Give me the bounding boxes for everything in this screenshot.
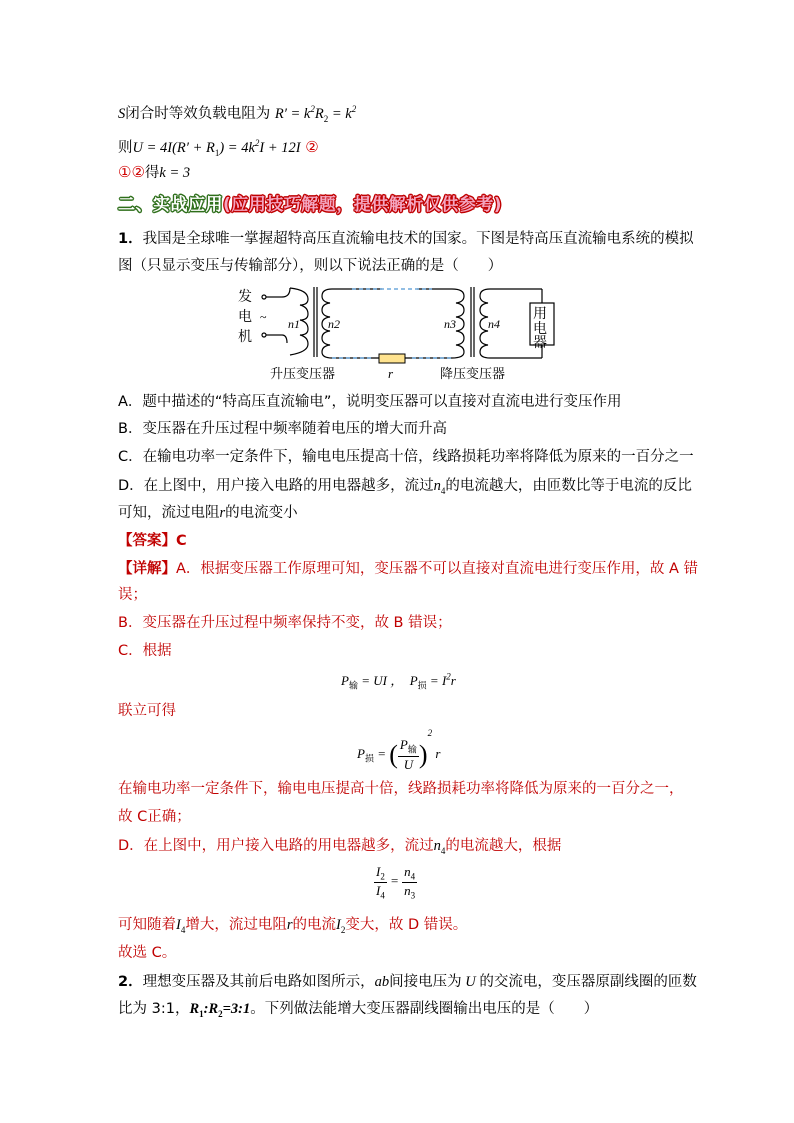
q1-stem-line-1: 1．我国是全球唯一掌握超特高压直流输电技术的国家。下图是特高压直流输电系统的模拟 — [118, 231, 694, 247]
ac-symbol: ~ — [260, 310, 267, 324]
load-label-3: 器 — [533, 336, 547, 351]
generator-label-1: 发 — [238, 290, 252, 305]
formula-power: $P_输$ = UI ， $P_损 = I^2r$ — [341, 671, 456, 691]
step-down-label: 降压变压器 — [440, 366, 506, 381]
q1-explain-c: C．根据 — [118, 643, 172, 659]
step-up-label: 升压变压器 — [270, 366, 336, 381]
coil-n4-label: n4 — [488, 317, 500, 331]
resistor-r — [379, 354, 405, 363]
q2-stem-line-2: 比为 3:1，$R_1:R_2=3:1$。下列做法能增大变压器副线圈输出电压的是（ ） — [118, 1001, 599, 1019]
transmission-diagram — [232, 283, 562, 388]
derivation-line-2: 则$U = 4I(R' + R_1) = 4k^2I + 12I$ ② — [118, 137, 319, 158]
formula-loss: $P_损$ = ( $\frac{P_输}{U}$ )$^2$ r — [357, 728, 441, 772]
derivation-line-3: ①②得k = 3 — [118, 163, 191, 181]
q1-answer: 【答案】C — [118, 533, 187, 549]
formula-ratio: $\frac{I_2}{I_4}$ = $\frac{n_4}{n_3}$ — [376, 864, 416, 901]
q2-stem-line-1: 2．理想变压器及其前后电路如图所示，ab间接电压为 U 的交流电，变压器原副线圈的匝数 — [118, 974, 697, 990]
q1-explain-b: B．变压器在升压过程中频率保持不变，故 B 错误； — [118, 615, 452, 631]
generator-label-3: 机 — [238, 330, 252, 345]
q1-conclusion: 故选 C。 — [118, 945, 177, 961]
q1-combine: 联立可得 — [118, 703, 176, 719]
q1-explain-a-1: 【详解】A．根据变压器工作原理可知，变压器不可以直接对直流电进行变压作用，故 A 错 — [118, 561, 699, 577]
q1-stem-line-2: 图（只显示变压与传输部分），则以下说法正确的是（ ） — [118, 258, 503, 274]
resistor-label: r — [388, 366, 394, 381]
q1-option-b: B．变压器在升压过程中频率随着电压的增大而升高 — [118, 421, 447, 437]
generator-label-2: 电 — [238, 310, 252, 325]
q1-explain-d-1: D．在上图中，用户接入电路的用电器越多，流过$n_4$的电流越大，根据 — [118, 838, 562, 856]
q1-explain-d-2: 可知随着$I_4$增大，流过电阻r的电流$I_2$变大，故 D 错误。 — [118, 917, 468, 935]
q1-option-d-line-1: D．在上图中，用户接入电路的用电器越多，流过$n_4$的电流越大，由匝数比等于电流的反比 — [118, 478, 692, 496]
q1-explain-c2-1: 在输电功率一定条件下，输电电压提高十倍，线路损耗功率将降低为原来的一百分之一， — [118, 781, 684, 797]
q1-option-c: C．在输电功率一定条件下，输电电压提高十倍，线路损耗功率将降低为原来的一百分之一 — [118, 449, 694, 465]
coil-n1-label: n1 — [288, 317, 300, 331]
coil-n2-label: n2 — [328, 317, 340, 331]
derivation-line-1: S闭合时等效负载电阻为 $R' = k^2R_2 = k^2$ — [118, 104, 357, 124]
q1-explain-c2-2: 故 C正确； — [118, 809, 191, 825]
section-heading: 二、实战应用(应用技巧解题，提供解析仅供参考) — [118, 195, 503, 215]
load-label-1: 用 — [533, 307, 547, 322]
q1-option-d-line-2: 可知，流过电阻r的电流变小 — [118, 505, 298, 521]
coil-n3-label: n3 — [444, 317, 456, 331]
load-label-2: 电 — [533, 322, 547, 337]
q1-option-a: A．题中描述的“特高压直流输电”，说明变压器可以直接对直流电进行变压作用 — [118, 394, 622, 410]
q1-explain-a-2: 误； — [118, 587, 147, 603]
